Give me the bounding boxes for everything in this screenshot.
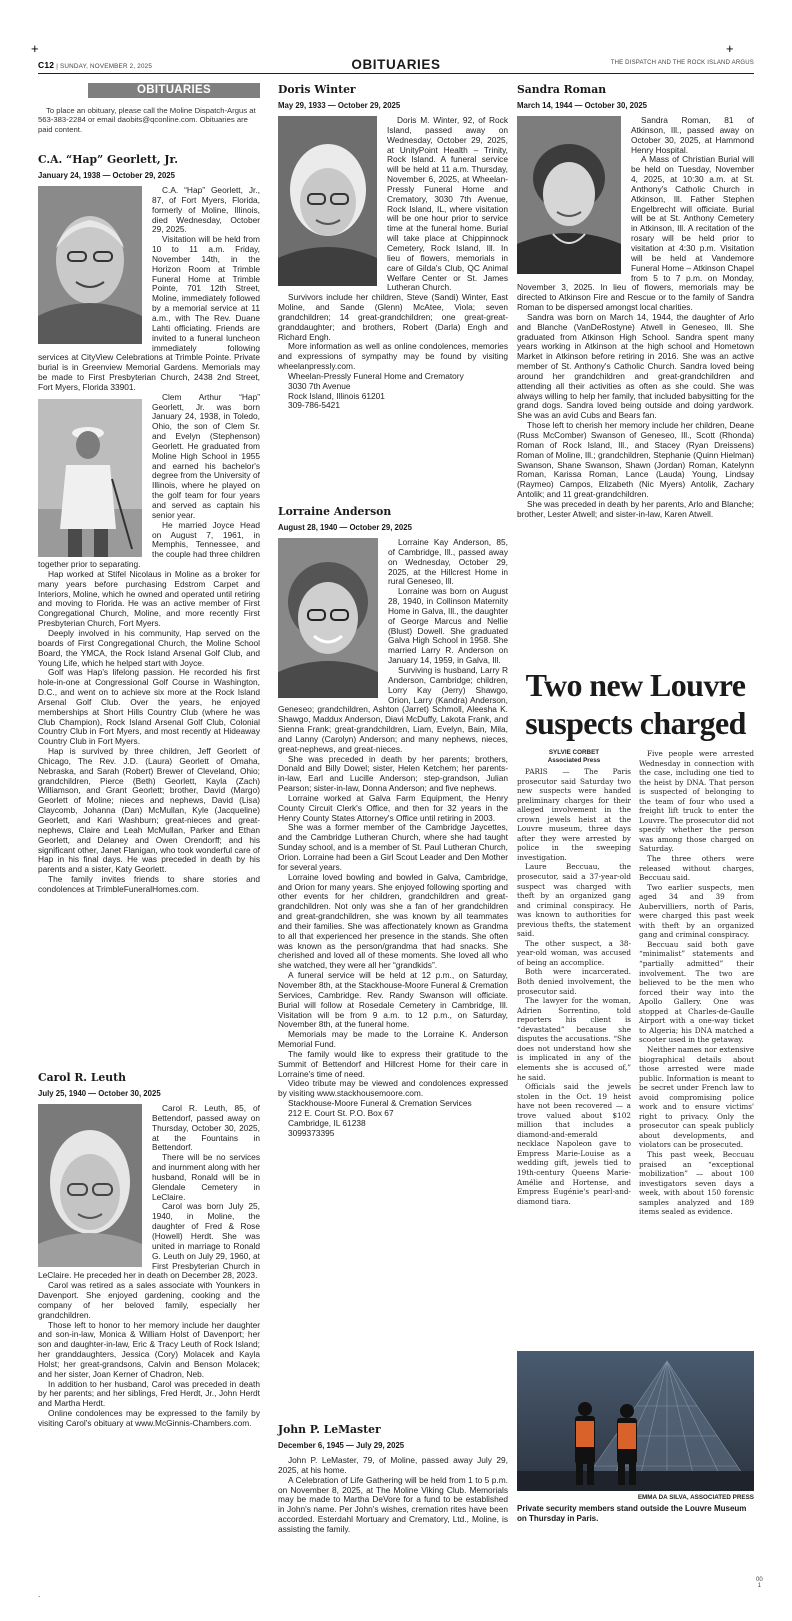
obituary-name: C.A. “Hap” Georlett, Jr. [38, 153, 178, 166]
obituary-doris-winter [278, 83, 508, 411]
paragraph: C.A. “Hap” Georlett, Jr., 87, of Fort Myers, Florida, formerly of Moline, Illinois, died Wednesday, October 29, 2025. [152, 185, 260, 235]
portrait-photo [38, 1104, 142, 1267]
obituary-lorraine-anderson [278, 505, 508, 1138]
paragraph: The lawyer for the woman, Adrien Sorrentino, told reporters his client is “devastated” because she disputes the accusations. “She does not understand how she is implicated in any of the elements she is accused of,” he said. [517, 996, 631, 1082]
byline-author: SYLVIE CORBET [548, 749, 600, 756]
paragraph: A funeral service will be held at 12 p.m., on Saturday, November 8th, at the Stackhouse-Moore Funeral & Cremation Services, Cambridge. Rev. Randy Swanson will officiate. Burial will follow at Rosedale Cemetery in Cambridge, Ill. Visitation will be from 9 a.m. to 12 p.m., on Saturday, November 8th, at the funeral home. [278, 970, 508, 1030]
obituary-sandra-roman [517, 83, 754, 520]
paragraph: Golf was Hap's lifelong passion. He recorded his first hole-in-one at Congressional Golf Course in Washington, D.C., and went on to achieve six more at the Rock Island Arsenal Golf Club. Over the years, he enjoyed memberships at Short Hills Country Club (where he was Club Champion), Rock Island Arsenal Golf Club, Colonial Country Club in Fort Myers, and most recently at Hideaway Country Club in Fort Myers. [38, 667, 260, 747]
obituary-body [38, 186, 260, 895]
portrait-photo [278, 116, 377, 286]
paragraph: Lorraine loved bowling and bowled in Galva, Cambridge, and Orion for many years. She enjoyed following sporting and other events for her children, grandchildren and great-grandchildren. Not only was she a fan of her grandchildren and great-grandchildren, she was known by all teammates and their families. She was affectionately known as Grandma to all that experienced her presence in the stands. She often was known as the person/grandma that had snacks. She cherished and loved all of these moments. She loved all who she watched, they were all her “grandkids”. [278, 871, 508, 971]
paragraph: Online condolences may be expressed to the family by visiting Carol's obituary at www.McGinnis-Chambers.com. [38, 1408, 260, 1428]
photo-caption: Private security members stand outside the Louvre Museum on Thursday in Paris. [517, 1504, 747, 1523]
funeral-home-street: 3030 7th Avenue [288, 380, 351, 391]
paragraph: Sandra Roman, 81 of Atkinson, Ill., passed away on October 30, 2025, at Hammond Henry Hospital. [631, 115, 754, 155]
obituary-name: Sandra Roman [517, 83, 607, 96]
paragraph: There will be no services and inurnment along with her husband, Ronald will be in Glendale Cemetery in LeClaire. [152, 1152, 260, 1202]
column-middle [278, 83, 508, 1578]
paragraph: A Celebration of Life Gathering will be held from 1 to 5 p.m. on November 8, 2025, at The Moline Viking Club. Memorials may be made to Martha DeVore for a fund to be established in John's name. Per John's wishes, cremation rites have been accorded. Esterdahl Mortuary and Crematory, Ltd., Moline, is assisting the family. [278, 1474, 508, 1534]
page-code-bottom: 1 [757, 1583, 762, 1589]
obituary-name: Lorraine Anderson [278, 505, 392, 518]
paragraph: In addition to her husband, Carol was preceded in death by her parents; and her siblings, Fred Herdt, Jr., John Herdt and Martha Herdt. [38, 1378, 260, 1409]
byline-agency: Associated Press [547, 756, 601, 764]
paragraph: More information as well as online condolences, memories and expressions of sympathy may be found by visiting wheelanpressly.com. [278, 341, 508, 372]
photo-credit: EMMA DA SILVA, ASSOCIATED PRESS [637, 1494, 754, 1501]
paragraph: Those left to honor to her memory include her daughter and son-in-law, Monica & William Holst of Davenport; her son and daughter-in-law, Eric & Tracy Leuth of Rock Island; her granddaughters, Jessica (Cory) Molacek and Kayla Holst; her great-grandsons, Calvin and Benson Molacek; and her sister, Joan Kerner of Chadron, Neb. [38, 1319, 260, 1379]
page-date: | SUNDAY, NOVEMBER 2, 2025 [56, 63, 153, 70]
obituary-dates: December 6, 1945 — July 29, 2025 [278, 1441, 405, 1450]
page-number: C12 [38, 60, 55, 70]
paragraph: Surviving is husband, Larry R Anderson, Cambridge; children, Lorry Kay (Jerry) Shawgo, Orion, Larry (Kandra) Anderson, Geneseo; grandchildren, Ashton (Jarret) Schmoll, Aleesha K. Shawgo, Maddux Anderson, Diavi McDuffy, Lakota Frank, and Sienna Frank; great-grandchildren, Liam, Evelyn, Bain, Mila, and Lanny (Carolyn) Anderson; and many nephews, nieces, great-nephews, and great-nieces. [278, 664, 508, 754]
obituaries-intro [38, 83, 260, 134]
paragraph: Neither names nor extensive biographical details about those arrested were made public. Information is meant to be secret under French law to avoid compromising police work and to ensure victims' right to privacy. Only the prosecutor can speak publicly about developments, and violators can be prosecuted. [639, 1044, 754, 1150]
column-right [517, 83, 754, 1578]
footer-mark: . [38, 1590, 41, 1599]
obituary-name: Carol R. Leuth [38, 1071, 126, 1084]
paragraph: Video tribute may be viewed and condolences expressed by visiting www.stackhousemoore.com. [278, 1078, 508, 1099]
column-left [38, 83, 260, 1578]
paragraph: Clem Arthur “Hap” Georlett, Jr. was born January 24, 1938, in Toledo, Ohio, the son of Clem Sr. and Evelyn (Stephenson) Georlett. He graduated from Moline High School in 1955 and earned his bachelor's degree from the University of Illinois, where he played on the golf team for four years and served as captain his senior year. [152, 391, 260, 520]
paragraph: Carol was born July 25, 1940, in Moline, the daughter of Fred & Rose (Howell) Herdt. She was united in marriage to Ronald G. Leuth on July 29, 1960, at First Presbyterian Church in LeClaire. He preceded her in death on December 28, 2023. [38, 1201, 260, 1281]
obituary-body [38, 1104, 260, 1429]
obituary-dates: May 29, 1933 — October 29, 2025 [278, 101, 401, 110]
paragraph: Those left to cherish her memory include her children, Deane (Russ McComber) Swanson of Geneseo, Ill., Scott (Rhonda) Roman of Rock Island, Ill., and Stacey (Ryan Dreissens) Roman of Moline, Ill.; grandchildren, Stephanie (Quinn Hielman) Swanson, Shane Swanson, Shawn (Jordan) Roman, Katelynn Roman, Karissa Roman, Lance (Lauda) Young, Lindsay (Raymeo) Campos, Elizabeth (Nic Myers) Antolik, Zachary Antolik; and 11 great-grandchildren. [517, 420, 754, 500]
paragraph: This past week, Beccuau praised an “exceptional mobilization” — about 100 investigators seven days a week, with about 150 forensic samples analyzed and 189 items sealed as evidence. [639, 1149, 754, 1217]
article-column-2 [639, 749, 754, 1217]
header-rule [38, 73, 754, 74]
obituary-body [278, 116, 508, 411]
paragraph: Officials said the jewels stolen in the Oct. 19 heist have not been recovered — a trove valued about $102 million that includes a diamond-and-emerald necklace Napoleon gave to Empress Marie-Louise as a wedding gift, jewels tied to 19th-century Queens Marie-Amélie and Hortense, and Empress Eugénie's pearl-and-diamond tiara. [517, 1082, 631, 1206]
obituary-dates: January 24, 1938 — October 29, 2025 [38, 171, 175, 180]
obituary-john-lemaster [278, 1423, 508, 1535]
page-header [38, 58, 754, 72]
paragraph: Deeply involved in his community, Hap served on the boards of First Congregational Church, the Moline School Board, the YMCA, the Rock Island Arsenal Golf Club, and Young Life, which he helped start with Joyce. [38, 627, 260, 668]
news-headline: Two new Louvre suspects charged [525, 667, 746, 741]
paragraph: The family invites friends to share stories and condolences at TrimbleFuneralHomes.com. [38, 874, 260, 894]
obituary-carol-leuth [38, 1071, 260, 1429]
paragraph: Beccuau said both gave “minimalist” statements and “partially admitted” their involvement. The two are believed to be the men who forced their way into the Apollo Gallery. One was stopped at Charles-de-Gaulle Airport with a one-way ticket to Algeria; his DNA matched a scooter used in the getaway. [639, 939, 754, 1045]
obituary-name: Doris Winter [278, 83, 356, 96]
article-byline [517, 749, 631, 764]
paragraph: Survivors include her children, Steve (Sandi) Winter, East Moline, and Sande (Glenn) McAtee, Viola; seven grandchildren; 14 great-grandchildren; one great-great-granddaughter; and brothers, Robert (Darla) Engh and Richard Engh. [278, 292, 508, 342]
funeral-home-phone: 3099373395 [288, 1127, 335, 1138]
portrait-photo [278, 538, 378, 698]
funeral-home-phone: 309-786-5421 [288, 400, 340, 411]
page-code-top: 00 [756, 1577, 763, 1583]
funeral-home-street: 212 E. Court St. P.O. Box 67 [288, 1107, 394, 1118]
paragraph: She was preceded in death by her parents; brothers, Donald and Billy Dowel; sister, Helen Ketchem; her parents-in-law, Earl and Lucille Anderson; step-grandson, Julian Pearson; sister-in-law, Donna Anderson; and five nephews. [278, 753, 508, 794]
section-title: OBITUARIES [351, 57, 441, 72]
obituary-dates: July 25, 1940 — October 30, 2025 [38, 1089, 161, 1098]
paragraph: Carol was retired as a sales associate with Younkers in Davenport. She enjoyed gardening, cooking and the company of her beloved family, especially her grandchildren. [38, 1280, 260, 1320]
funeral-home-name: Wheelan-Pressly Funeral Home and Crematory [288, 370, 464, 381]
funeral-home-city: Cambridge, IL 61238 [288, 1117, 366, 1128]
paragraph: Lorraine was born on August 28, 1940, in Collinson Maternity Home in Galva, Ill., the daughter of George Marcus and Nellie (Blust) Dowell. She graduated Galva High School in 1958. She married Larry R. Anderson on January 14, 1959, in Galva, Ill. [388, 586, 508, 666]
page-code [756, 1577, 763, 1589]
obituaries-banner: OBITUARIES [88, 83, 260, 98]
funeral-home-name: Stackhouse-Moore Funeral & Cremation Services [288, 1098, 472, 1109]
paragraph: Two earlier suspects, men aged 34 and 39 from Aubervilliers, north of Paris, were charged this past week with theft by an organized gang and criminal conspiracy. [639, 882, 754, 940]
obituary-body [278, 538, 508, 1138]
paragraph: She was preceded in death by her parents, Arlo and Blanche; brother, Lester Atwell; and sister-in-law, Karen Atwell. [517, 498, 754, 519]
paragraph: Carol R. Leuth, 85, of Bettendorf, passed away on Thursday, October 30, 2025, at the Fountains in Bettendorf. [152, 1103, 260, 1153]
paragraph: Memorials may be made to the Lorraine K. Anderson Memorial Fund. [278, 1029, 508, 1050]
paragraph: A Mass of Christian Burial will be held on Tuesday, November 4, 2025, at 10:30 a.m. at St. Anthony's Catholic Church in Atkinson, Ill. Father Stephen Engelbrecht will officiate. Burial will be at St. Anthony Cemetery in Atkinson, Ill. A recitation of the rosary will be held prior to visitation at 4:30 p.m. Visitation will be held at Vandemore Funeral Home – Atkinson Chapel from 5 to 7 p.m. on Monday, November 3, 2025. In lieu of flowers, memorials may be directed to Atkinson Fire and Rescue or to the family of Sandra Roman to be dispersed amongst local charities. [517, 154, 754, 313]
paragraph: Hap is survived by three children, Jeff Georlett of Chicago, The Rev. J.D. (Laura) Georlett of Omaha, Nebraska, and Sarah (Robert) Brewer of Cleveland, Ohio; grandchildren, Pierce (Beth) Georlett, Kayla (Zach) Williamson, and Grant Georlett; brother, David (Margo) Georlett of Moline; nieces and nephews, David (Lisa) Claycomb, Johanna (Dan) McMullan, Kyle (Jacqueline) Georlett, and Kari Washburn; great-nieces and great-nephews, Claire and Leah McMullan, Parker and Ethan Georlett, and Delaney and Owen Orendorff; and his significant other, Janet Flanigan, who took wonderful care of Hap in his final days. He was preceded in death by his parents and a sister, Katy Georlett. [38, 746, 260, 875]
funeral-home-city: Rock Island, Illinois 61201 [288, 390, 385, 401]
paragraph: She was a former member of the Cambridge Jaycettes, and the Cambridge Lutheran Church, where she had taught Sunday school, and is a member of St. Paul Lutheran Church, Orion. Lorraine had been a Girl Scout Leader and Den Mother for several years. [278, 822, 508, 872]
paragraph: Hap worked at Stifel Nicolaus in Moline as a broker for many years before purchasing Edstrom Carpet and Interiors, Moline, which he owned and operated until retiring and moving to Florida. He was an active member of First Congregational Church, Moline, and more recently First Presbyterian Church, Fort Myers. [38, 568, 260, 629]
golf-photo [38, 399, 142, 557]
paragraph: PARIS — The Paris prosecutor said Saturday two new suspects were handed preliminary charges for their alleged involvement in the crown jewels heist at the Louvre museum, three days after they were arrested by police in the sweeping investigation. [517, 767, 631, 862]
paragraph: Doris M. Winter, 92, of Rock Island, passed away on Wednesday, October 29, 2025, at UnityPoint Health – Trinity, Rock Island. A funeral service will be held at 11 a.m. Thursday, November 6, 2025, at Wheelan-Pressly Funeral Home and Crematory, 3030 7th Avenue, Rock Island, IL, where visitation will be one hour prior to service time at the funeral home. Burial will take place at Chippinnock Cemetery, Rock Island, Ill. In lieu of flowers, memorials in care of Gilda's Club, QC Animal Welfare Center or St. James Lutheran Church. [387, 115, 508, 293]
paragraph: Sandra was born on March 14, 1944, the daughter of Arlo and Blanche (VanDeRostyne) Atwell in Geneseo, Ill. She graduated from Atkinson High School. Sandra spent many years working in Atkinson at the high school and Hometown Market in Atkinson before retiring in 2016. She was an active member of St. Anthony's Catholic Church. Sandra loved being around her grandchildren and great-grandchildren and attending all their activities as often as she could. She was always willing to help her family, that included babysitting for the grand dogs. Sandra loved being outside and doing yardwork. She was an avid Cubs and Bears fan. [517, 311, 754, 421]
paragraph: The three others were released without charges, Beccuau said. [639, 854, 754, 883]
paragraph: Laure Beccuau, the prosecutor, said a 37-year-old suspect was charged with theft by an organized gang and criminal conspiracy. He was known to authorities for previous thefts, the statement said. [517, 862, 631, 939]
obituary-dates: August 28, 1940 — October 29, 2025 [278, 523, 412, 532]
obituary-name: John P. LeMaster [278, 1423, 381, 1436]
paragraph: Five people were arrested Wednesday in connection with the case, including one tied to the heist by DNA. That person is suspected of belonging to the team of four who used a freight lift truck to enter the Louvre. The prosecutor did not specify whether the person was among those charged on Saturday. [639, 749, 754, 854]
obituary-dates: March 14, 1944 — October 30, 2025 [517, 101, 648, 110]
publication-name: THE DISPATCH AND THE ROCK ISLAND ARGUS [610, 60, 754, 66]
paragraph: The other suspect, a 38-year-old woman, was accused of being an accomplice. [517, 938, 631, 967]
crop-mark-left: + [31, 41, 39, 56]
article-column-1 [517, 749, 631, 1206]
paragraph: Visitation will be held from 10 to 11 a.m. Friday, November 14th, in the Horizon Room at Trimble Funeral Home at Trimble Pointe, 701 12th Street, Moline, immediately followed by a memorial service at 11 a.m., with The Rev. Duane Lahti officiating. Friends are invited to a funeral luncheon immediately following services at CityView Celebrations at Trimble Pointe. Private burial is in Greenview Memorial Gardens. Memorials may be made to First Presbyterian Church, 2438 2nd Street, Fort Myers, Florida 33901. [38, 234, 260, 392]
crop-mark-right: + [726, 41, 734, 56]
paragraph: He married Joyce Head on August 7, 1961, in Memphis, Tennessee, and the couple had three children together prior to separating. [38, 519, 260, 570]
portrait-photo [517, 116, 621, 274]
obituary-body [517, 116, 754, 520]
paragraph: The family would like to express their gratitude to the Summit of Bettendorf and Hillcrest Home for their care in Lorraine's time of need. [278, 1048, 508, 1079]
portrait-photo [38, 186, 142, 344]
intro-text: To place an obituary, please call the Moline Dispatch-Argus at 563-383-2284 or email daobits@qconline.com. Obituaries are paid content. [38, 106, 256, 134]
obituary-hap-georlett [38, 153, 260, 895]
paragraph: Lorraine worked at Galva Farm Equipment, the Henry County Circuit Clerk's Office, and then for 32 years in the Henry County States Attorney's Office until retiring in 2003. [278, 792, 508, 823]
paragraph: John P. LeMaster, 79, of Moline, passed away July 29, 2025, at his home. [278, 1455, 508, 1475]
louvre-photo [517, 1351, 754, 1491]
paragraph: Both were incarcerated. Both denied involvement, the prosecutor said. [517, 967, 631, 996]
obituary-body [278, 1456, 508, 1535]
paragraph: Lorraine Kay Anderson, 85, of Cambridge, Ill., passed away on Wednesday, October 29, 2025, at the Hillcrest Home in rural Geneseo, Ill. [388, 537, 508, 587]
